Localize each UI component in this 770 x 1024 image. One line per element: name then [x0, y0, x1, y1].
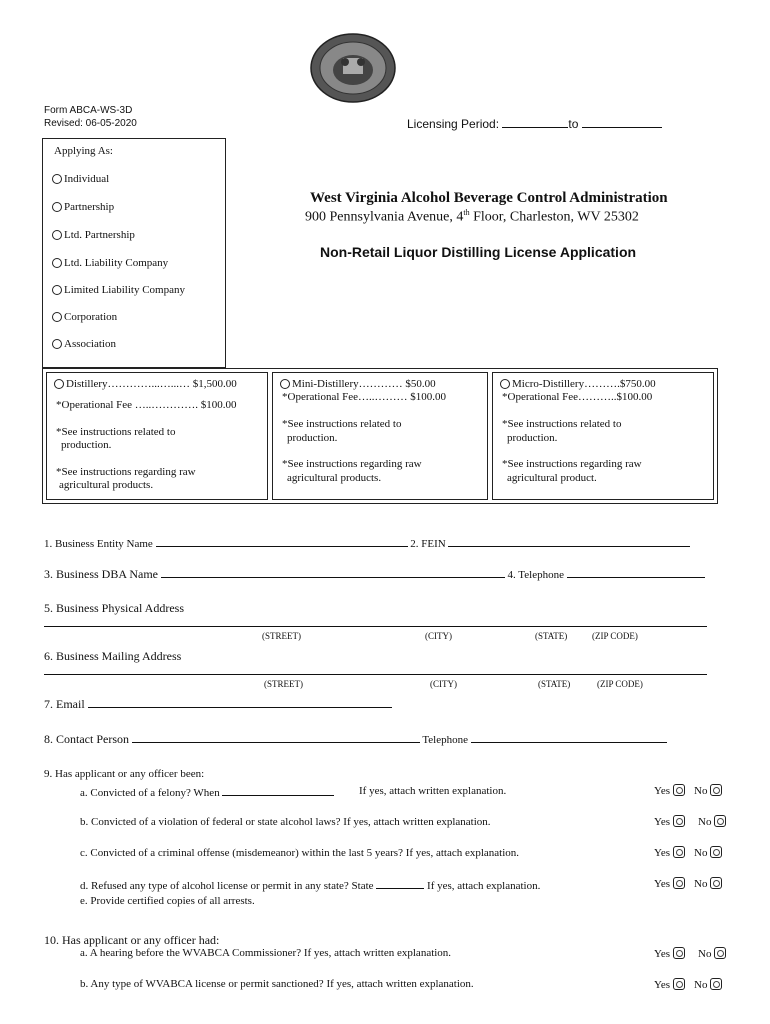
distillery-label: Distillery…………...…...… $1,500.00	[66, 378, 237, 390]
applying-as-option[interactable]	[52, 284, 185, 296]
licensing-period: Licensing Period: to	[407, 117, 662, 131]
refused-license-yes-option[interactable]	[654, 877, 685, 890]
mailing-street-caption: (STREET)	[264, 679, 303, 689]
mini-note-raw-2: agricultural products.	[287, 472, 382, 484]
question-9d-text: d. Refused any type of alcohol license or permit in any state? State	[80, 880, 374, 892]
business-dba-name-field[interactable]	[161, 567, 505, 578]
alcohol-law-no-checkbox[interactable]	[714, 815, 726, 827]
business-physical-address-label: 5. Business Physical Address	[44, 601, 185, 615]
applying-as-option[interactable]	[52, 229, 135, 241]
question-9a-note: If yes, attach written explanation.	[359, 785, 507, 797]
business-entity-name-field[interactable]	[156, 536, 408, 547]
revised-date: Revised: 06-05-2020	[44, 118, 137, 129]
question-10-title: 10. Has applicant or any officer had:	[44, 933, 220, 947]
sanctioned-yes-option[interactable]	[654, 978, 685, 991]
applying-as-title: Applying As:	[54, 145, 113, 157]
business-entity-name-label: 1. Business Entity Name	[44, 538, 153, 550]
mailing-state-caption: (STATE)	[538, 679, 571, 689]
mini-distillery-radio[interactable]	[280, 379, 290, 389]
hearing-yes-checkbox[interactable]	[673, 947, 685, 959]
refused-license-no-label: No	[694, 878, 708, 890]
hearing-no-label: No	[698, 948, 712, 960]
applying-as-option-label: Partnership	[64, 201, 115, 213]
applying-as-option[interactable]	[52, 338, 116, 350]
question-9b-text: b. Convicted of a violation of federal or state alcohol laws? If yes, attach written explanation.	[80, 816, 491, 828]
contact-person-field[interactable]	[132, 732, 420, 743]
sanctioned-no-label: No	[694, 979, 708, 991]
alcohol-law-no-label: No	[698, 816, 712, 828]
contact-person-label: 8. Contact Person	[44, 732, 129, 746]
felony-no-checkbox[interactable]	[710, 784, 722, 796]
agency-address: 900 Pennsylvania Avenue, 4th Floor, Charleston, WV 25302	[305, 208, 639, 225]
criminal-offense-no-option[interactable]	[694, 846, 722, 859]
applying-as-option[interactable]	[52, 311, 117, 323]
felony-yes-checkbox[interactable]	[673, 784, 685, 796]
hearing-yes-label: Yes	[654, 948, 671, 960]
alcohol-law-yes-option[interactable]	[654, 815, 685, 828]
felony-yes-label: Yes	[654, 785, 671, 797]
contact-telephone-label: Telephone	[422, 734, 468, 746]
sanctioned-no-checkbox[interactable]	[710, 978, 722, 990]
distillery-note-production-2: production.	[61, 439, 112, 451]
applying-as-option[interactable]	[52, 201, 114, 213]
alcohol-law-no-option[interactable]	[698, 815, 726, 828]
hearing-no-option[interactable]	[698, 947, 726, 960]
applying-as-radio[interactable]	[52, 174, 62, 184]
business-dba-name-label: 3. Business DBA Name	[44, 567, 158, 581]
question-9-title: 9. Has applicant or any officer been:	[44, 768, 205, 780]
felony-no-option[interactable]	[694, 784, 722, 797]
applying-as-option[interactable]	[52, 173, 109, 185]
refused-license-no-checkbox[interactable]	[710, 877, 722, 889]
question-9a-text: a. Convicted of a felony? When	[80, 787, 220, 799]
mini-note-production: *See instructions related to	[282, 418, 402, 430]
hearing-no-checkbox[interactable]	[714, 947, 726, 959]
applying-as-radio[interactable]	[52, 339, 62, 349]
form-title: Non-Retail Liquor Distilling License Application	[320, 244, 637, 260]
applying-as-option[interactable]	[52, 257, 168, 269]
alcohol-law-yes-checkbox[interactable]	[673, 815, 685, 827]
hearing-yes-option[interactable]	[654, 947, 685, 960]
refused-license-yes-label: Yes	[654, 878, 671, 890]
agency-name: West Virginia Alcohol Beverage Control Administration	[310, 190, 668, 206]
physical-street-caption: (STREET)	[262, 631, 301, 641]
email-label: 7. Email	[44, 697, 85, 711]
micro-distillery-label: Micro-Distillery……….$750.00	[512, 378, 656, 390]
micro-distillery-radio[interactable]	[500, 379, 510, 389]
micro-note-raw: *See instructions regarding raw	[502, 458, 642, 470]
applying-as-radio[interactable]	[52, 258, 62, 268]
mailing-zip-caption: (ZIP CODE)	[597, 679, 643, 689]
contact-telephone-field[interactable]	[471, 732, 667, 743]
email-field[interactable]	[88, 697, 392, 708]
criminal-offense-yes-checkbox[interactable]	[673, 846, 685, 858]
mailing-city-caption: (CITY)	[430, 679, 457, 689]
business-mailing-address-label: 6. Business Mailing Address	[44, 649, 182, 663]
applying-as-option-label: Ltd. Liability Company	[64, 257, 169, 269]
refused-state-field[interactable]	[376, 878, 424, 889]
question-10a-text: a. A hearing before the WVABCA Commissioner? If yes, attach written explanation.	[80, 947, 452, 959]
form-id: Form ABCA-WS-3D	[44, 105, 133, 116]
applying-as-radio[interactable]	[52, 312, 62, 322]
applying-as-option-label: Association	[64, 338, 116, 350]
licensing-period-start-field[interactable]	[502, 117, 568, 128]
applying-as-radio[interactable]	[52, 202, 62, 212]
state-seal-image	[305, 32, 401, 104]
criminal-offense-no-label: No	[694, 847, 708, 859]
distillery-radio[interactable]	[54, 379, 64, 389]
alcohol-law-yes-label: Yes	[654, 816, 671, 828]
fein-field[interactable]	[448, 536, 690, 547]
micro-distillery-fee: *Operational Fee………..$100.00	[502, 391, 653, 403]
mailing-address-field[interactable]	[44, 674, 707, 675]
applying-as-option-label: Limited Liability Company	[64, 284, 185, 296]
micro-note-production-2: production.	[507, 432, 558, 444]
mini-distillery-fee: *Operational Fee…..……… $100.00	[282, 391, 447, 403]
question-10b-text: b. Any type of WVABCA license or permit sanctioned? If yes, attach written explanation.	[80, 978, 474, 990]
telephone-field[interactable]	[567, 567, 705, 578]
distillery-fee: *Operational Fee …..…………. $100.00	[56, 399, 237, 411]
physical-address-field[interactable]	[44, 626, 707, 627]
physical-zip-caption: (ZIP CODE)	[592, 631, 638, 641]
refused-license-yes-checkbox[interactable]	[673, 877, 685, 889]
micro-note-raw-2: agricultural product.	[507, 472, 597, 484]
sanctioned-yes-label: Yes	[654, 979, 671, 991]
distillery-note-raw-2: agricultural products.	[59, 479, 154, 491]
applying-as-radio[interactable]	[52, 230, 62, 240]
felony-no-label: No	[694, 785, 708, 797]
refused-license-no-option[interactable]	[694, 877, 722, 890]
mini-note-production-2: production.	[287, 432, 338, 444]
telephone-label: 4. Telephone	[507, 569, 564, 581]
applying-as-option-label: Corporation	[64, 311, 118, 323]
criminal-offense-no-checkbox[interactable]	[710, 846, 722, 858]
sanctioned-yes-checkbox[interactable]	[673, 978, 685, 990]
felony-when-field[interactable]	[222, 785, 334, 796]
micro-note-production: *See instructions related to	[502, 418, 622, 430]
distillery-note-raw: *See instructions regarding raw	[56, 466, 196, 478]
felony-yes-option[interactable]	[654, 784, 685, 797]
applying-as-option-label: Ltd. Partnership	[64, 229, 135, 241]
applying-as-option-label: Individual	[64, 173, 110, 185]
sanctioned-no-option[interactable]	[694, 978, 722, 991]
question-9c-text: c. Convicted of a criminal offense (misdemeanor) within the last 5 years? If yes, attach explanation.	[80, 847, 520, 859]
distillery-note-production: *See instructions related to	[56, 426, 176, 438]
fein-label: 2. FEIN	[410, 538, 446, 550]
mini-note-raw: *See instructions regarding raw	[282, 458, 422, 470]
question-9d-note: If yes, attach explanation.	[427, 880, 541, 892]
applying-as-radio[interactable]	[52, 285, 62, 295]
physical-state-caption: (STATE)	[535, 631, 568, 641]
criminal-offense-yes-label: Yes	[654, 847, 671, 859]
criminal-offense-yes-option[interactable]	[654, 846, 685, 859]
licensing-period-end-field[interactable]	[582, 117, 662, 128]
mini-distillery-label: Mini-Distillery………… $50.00	[292, 378, 436, 390]
question-9e-text: e. Provide certified copies of all arrests.	[80, 895, 255, 907]
physical-city-caption: (CITY)	[425, 631, 452, 641]
